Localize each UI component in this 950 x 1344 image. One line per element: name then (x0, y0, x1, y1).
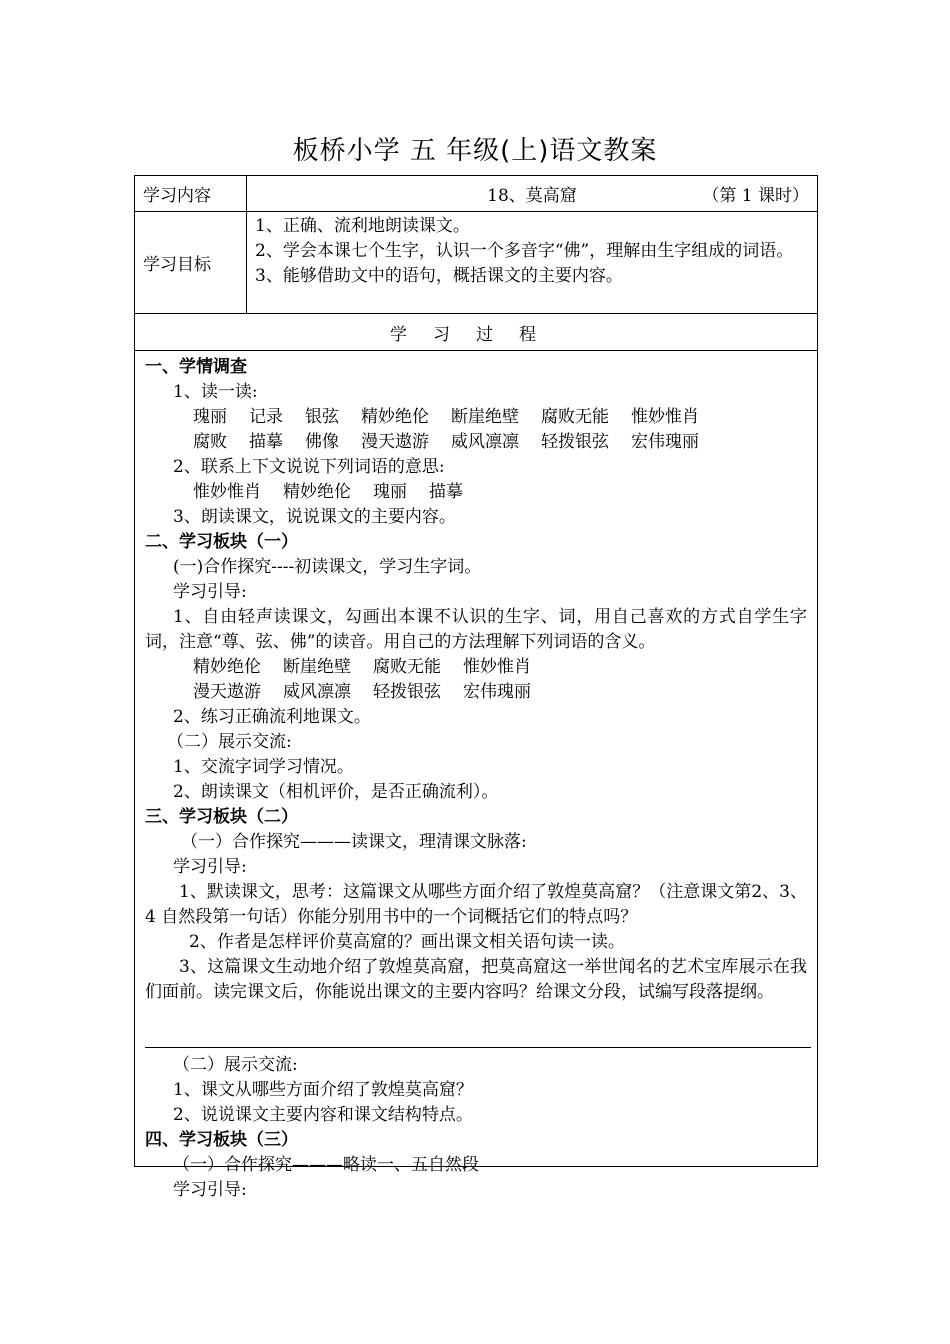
word: 腐败无能 (373, 657, 441, 677)
subheading: (一)合作探究----初读课文，学习生字词。 (173, 557, 482, 577)
word-list (145, 655, 807, 680)
content-value (247, 176, 817, 211)
lesson-period: （第 1 课时） (702, 186, 809, 206)
paragraph: 2、联系上下文说说下列词语的意思: (173, 457, 445, 477)
divider (145, 1047, 811, 1048)
guide-label: 学习引导: (173, 582, 247, 602)
word-list (145, 680, 807, 705)
word: 银弦 (305, 407, 339, 427)
paragraph: 3、朗读课文，说说课文的主要内容。 (173, 507, 456, 527)
word: 漫天遨游 (193, 682, 261, 702)
section-heading: 四、学习板块（三） (145, 1130, 298, 1150)
word: 记录 (249, 407, 283, 427)
word: 佛像 (305, 432, 339, 452)
section-heading: 一、学情调查 (145, 357, 247, 377)
subheading: （一）合作探究———略读一、五自然段 (173, 1155, 479, 1175)
lesson-topic: 18、莫高窟 (487, 186, 577, 206)
continued-section (145, 1053, 807, 1203)
process-header: 学习过程 (135, 314, 817, 351)
paragraph: 2、朗读课文（相机评价，是否正确流利）。 (173, 782, 499, 802)
goal-item: 2、学会本课七个生字，认识一个多音字“佛”，理解由生字组成的词语。 (255, 241, 794, 261)
word: 惟妙惟肖 (463, 657, 531, 677)
goals-label: 学习目标 (135, 212, 247, 313)
word: 精妙绝伦 (193, 657, 261, 677)
word: 漫天遨游 (361, 432, 429, 452)
word-list (145, 405, 807, 430)
word: 威风凛凛 (451, 432, 519, 452)
paragraph: 1、读一读: (173, 382, 258, 402)
word: 宏伟瑰丽 (631, 432, 699, 452)
guide-label: 学习引导: (173, 1180, 247, 1200)
word: 惟妙惟肖 (631, 407, 699, 427)
word: 轻拨银弦 (541, 432, 609, 452)
paragraph: 1、交流字词学习情况。 (173, 757, 354, 777)
word: 精妙绝伦 (283, 482, 351, 502)
word: 断崖绝壁 (283, 657, 351, 677)
paragraph: 2、说说课文主要内容和课文结构特点。 (173, 1105, 473, 1125)
word-list (145, 480, 807, 505)
word: 轻拨银弦 (373, 682, 441, 702)
word: 断崖绝壁 (451, 407, 519, 427)
content-label: 学习内容 (135, 176, 247, 211)
paragraph: 1、默读课文，思考：这篇课文从哪些方面介绍了敦煌莫高窟？（注意课文第2、3、4 自然段第一句话）你能分别用书中的一个词概括它们的特点吗？ (145, 882, 807, 927)
word: 精妙绝伦 (361, 407, 429, 427)
process-body (135, 351, 817, 1200)
word: 瑰丽 (193, 407, 227, 427)
subheading: （一）合作探究———读课文，理清课文脉落: (181, 832, 527, 852)
content-row (135, 176, 817, 212)
goal-item: 1、正确、流利地朗读课文。 (255, 216, 470, 236)
page-title: 板桥小学 五 年级(上)语文教案 (292, 136, 658, 166)
paragraph: 3、这篇课文生动地介绍了敦煌莫高窟，把莫高窟这一举世闻名的艺术宝库展示在我们面前。读完课文后，你能说出课文的主要内容吗？给课文分段，试编写段落提纲。 (145, 957, 807, 1002)
word: 描摹 (429, 482, 463, 502)
paragraph: 2、作者是怎样评价莫高窟的？画出课文相关语句读一读。 (189, 932, 625, 952)
subheading: （二）展示交流: (173, 1055, 298, 1075)
word: 腐败无能 (541, 407, 609, 427)
word: 瑰丽 (373, 482, 407, 502)
word: 宏伟瑰丽 (463, 682, 531, 702)
section-heading: 三、学习板块（二） (145, 807, 298, 827)
word: 威风凛凛 (283, 682, 351, 702)
paragraph: 1、自由轻声读课文，勾画出本课不认识的生字、词，用自己喜欢的方式自学生字词，注意“尊、弦、佛”的读音。用自己的方法理解下列词语的含义。 (145, 607, 807, 652)
subheading: （二）展示交流: (167, 732, 292, 752)
paragraph: 1、课文从哪些方面介绍了敦煌莫高窟？ (173, 1080, 473, 1100)
goal-item: 3、能够借助文中的语句，概括课文的主要内容。 (255, 266, 623, 286)
paragraph: 2、练习正确流利地课文。 (173, 707, 371, 727)
word: 描摹 (249, 432, 283, 452)
word: 惟妙惟肖 (193, 482, 261, 502)
goals-row (135, 212, 817, 314)
goals-list (247, 212, 817, 313)
section-heading: 二、学习板块（一） (145, 532, 298, 552)
lesson-plan-table (134, 175, 818, 1200)
word-list (145, 430, 807, 455)
guide-label: 学习引导: (173, 857, 247, 877)
word: 腐败 (193, 432, 227, 452)
